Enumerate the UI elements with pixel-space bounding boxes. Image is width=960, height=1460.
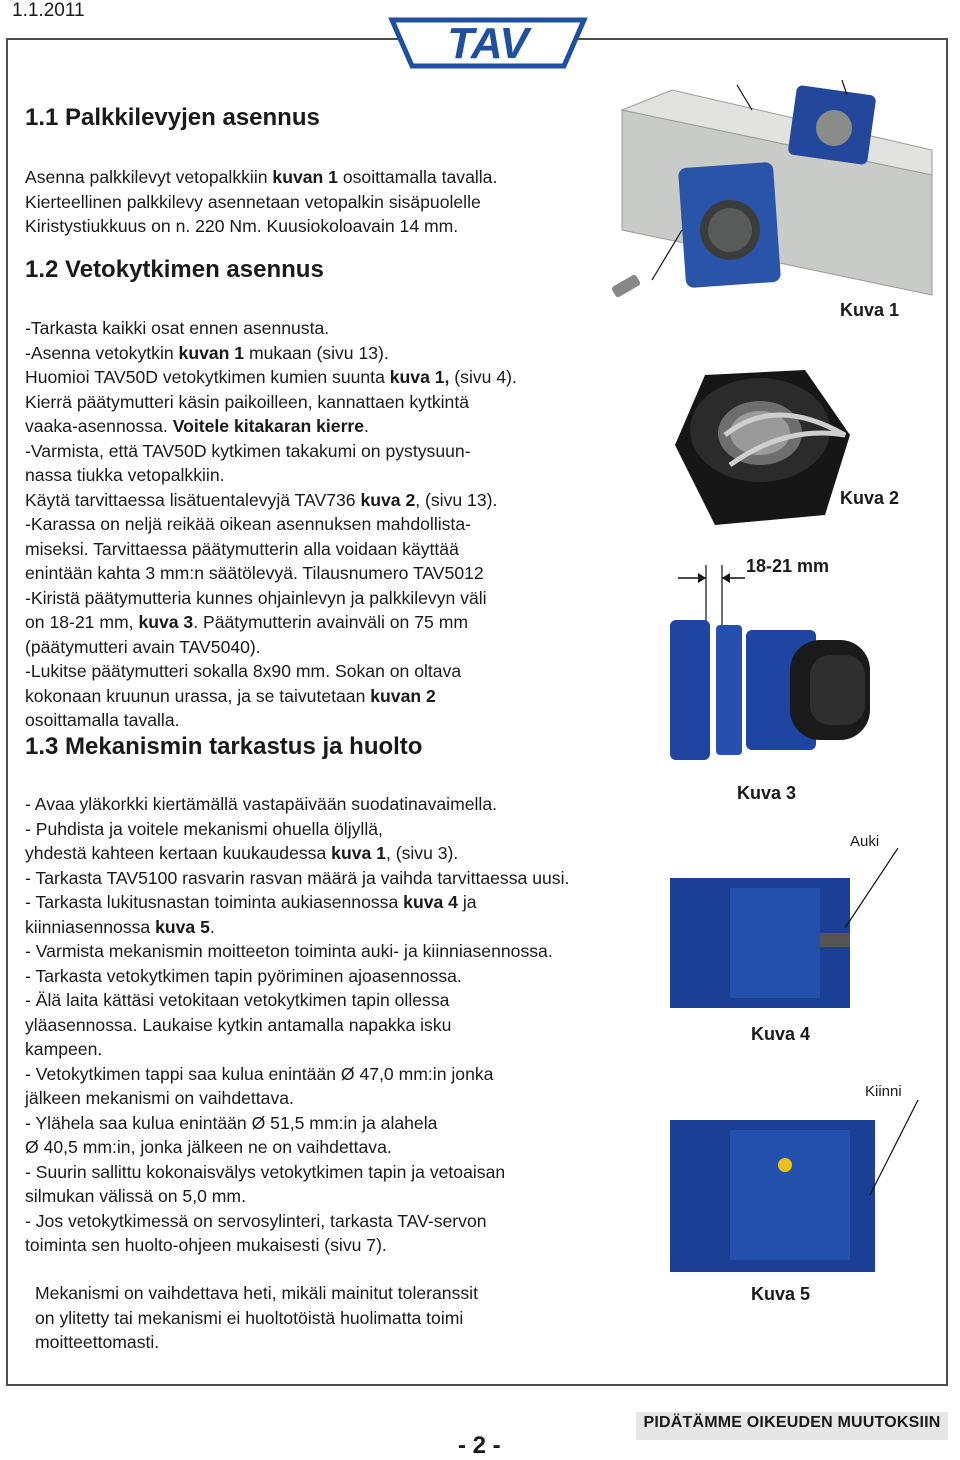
text-line xyxy=(25,165,585,190)
text-segment: toiminta sen huolto-ohjeen mukaisesti (sivu 7). xyxy=(25,1235,387,1255)
text-line xyxy=(25,316,595,341)
text-segment: , (sivu 3). xyxy=(385,843,459,863)
text-segment: - Vetokytkimen tappi saa kulua enintään Ø 47,0 mm:in jonka xyxy=(25,1063,494,1084)
bold-reference: kuvan 2 xyxy=(370,685,436,706)
svg-text:TAV: TAV xyxy=(447,19,529,68)
text-line xyxy=(25,964,675,989)
text-segment: - Puhdista ja voitele mekanismi ohuella öljyllä, xyxy=(25,818,383,839)
text-segment: Ø 40,5 mm:in, jonka jälkeen ne on vaihdettava. xyxy=(25,1137,392,1157)
text-segment: on 18-21 mm, xyxy=(25,612,139,632)
text-line xyxy=(25,635,595,660)
tav-logo xyxy=(388,6,588,70)
text-segment: osoittamalla tavalla. xyxy=(337,167,498,187)
text-segment: -Varmista, että TAV50D kytkimen takakumi on pystysuun- xyxy=(25,440,471,461)
text-segment: - Tarkasta TAV5100 rasvarin rasvan määrä ja vaihda tarvittaessa uusi. xyxy=(25,867,570,888)
text-segment: osoittamalla tavalla. xyxy=(25,710,180,730)
figure-2-caption: Kuva 2 xyxy=(840,488,900,508)
text-line xyxy=(25,817,675,842)
text-segment: kampeen. xyxy=(25,1039,103,1059)
section-2-title: 1.2 Vetokytkimen asennus xyxy=(25,256,324,283)
text-segment: , (sivu 13). xyxy=(415,489,498,510)
figure-4-label-auki: Auki xyxy=(850,833,880,850)
document-date: 1.1.2011 xyxy=(12,0,85,21)
text-line xyxy=(25,708,595,733)
text-segment: Käytä tarvittaessa lisätuentalevyjä TAV736 xyxy=(25,489,361,510)
text-line xyxy=(25,439,595,464)
figure-5-caption: Kuva 5 xyxy=(751,1284,811,1304)
text-line: Mekanismi on vaihdettava heti, mikäli mainitut toleranssit xyxy=(35,1283,478,1303)
text-segment: jälkeen mekanismi on vaihdettava. xyxy=(25,1088,294,1108)
figure-1-beam-plates xyxy=(612,80,942,320)
text-line xyxy=(25,561,595,586)
text-line xyxy=(25,390,595,415)
text-line xyxy=(25,537,595,562)
text-line xyxy=(25,463,595,488)
text-line xyxy=(25,1062,675,1087)
text-segment: . xyxy=(364,416,369,436)
text-line xyxy=(25,1086,675,1111)
figure-4-caption: Kuva 4 xyxy=(751,1024,811,1044)
text-segment: (sivu 4). xyxy=(449,367,517,387)
section-1-text xyxy=(25,165,585,239)
section-2-list xyxy=(25,316,595,733)
text-line: on ylitetty tai mekanismi ei huoltotöistä huolimatta toimi xyxy=(35,1307,464,1328)
bold-reference: kuva 3 xyxy=(138,612,194,632)
text-line xyxy=(25,988,675,1013)
text-segment: miseksi. Tarvittaessa päätymutterin alla voidaan käyttää xyxy=(25,538,459,559)
text-line xyxy=(25,1111,675,1136)
figure-1-caption: Kuva 1 xyxy=(840,300,900,320)
text-line xyxy=(25,190,585,215)
text-line xyxy=(25,1209,675,1234)
text-segment: - Jos vetokytkimessä on servosylinteri, tarkasta TAV-servon xyxy=(25,1210,487,1231)
text-segment: kokonaan kruunun urassa, ja se taivutetaan xyxy=(25,685,371,706)
bold-reference: kuvan 1 xyxy=(178,342,245,363)
text-segment: Kierrä päätymutteri käsin paikoilleen, kannattaen kytkintä xyxy=(25,391,469,412)
text-segment: - Ylähela saa kulua enintään Ø 51,5 mm:in ja alahela xyxy=(25,1112,438,1133)
text-segment: vaaka-asennossa. xyxy=(25,416,173,436)
text-line xyxy=(25,341,595,366)
figure-2-castle-nut xyxy=(655,355,865,530)
text-line xyxy=(25,488,595,513)
text-segment: ja xyxy=(457,892,477,912)
figure-3-distance xyxy=(670,560,890,765)
text-line xyxy=(25,1184,675,1209)
text-line xyxy=(25,890,675,915)
text-segment: - Suurin sallittu kokonaisvälys vetokytkimen tapin ja vetoaisan xyxy=(25,1161,506,1182)
text-segment: - Tarkasta vetokytkimen tapin pyöriminen ajoasennossa. xyxy=(25,965,462,986)
figure-4-open-position xyxy=(670,848,932,1008)
text-segment: . xyxy=(209,916,215,937)
text-line xyxy=(25,512,595,537)
text-line xyxy=(25,866,675,891)
text-segment: . Päätymutterin avainväli on 75 mm xyxy=(193,612,469,632)
text-line xyxy=(25,1135,675,1160)
bold-reference: kuva 4 xyxy=(403,892,458,912)
section-3-list xyxy=(25,792,675,1258)
text-line xyxy=(25,792,675,817)
text-line xyxy=(25,214,585,239)
bold-reference: kuvan 1 xyxy=(272,167,338,187)
text-line xyxy=(25,1233,675,1258)
text-segment: Asenna palkkilevyt vetopalkkiin xyxy=(25,167,273,187)
dimension-label: 18-21 mm xyxy=(746,556,830,576)
text-segment: - Varmista mekanismin moitteeton toiminta auki- ja kiinniasennossa. xyxy=(25,941,553,961)
text-segment: silmukan välissä on 5,0 mm. xyxy=(25,1186,246,1206)
text-segment: kiinniasennossa xyxy=(25,916,156,937)
text-segment: -Tarkasta kaikki osat ennen asennusta. xyxy=(25,318,330,338)
bold-reference: Voitele kitakaran kierre xyxy=(172,416,365,436)
text-segment: mukaan (sivu 13). xyxy=(244,342,389,363)
text-line xyxy=(25,586,595,611)
bold-reference: kuva 1, xyxy=(389,367,450,387)
text-segment: nassa tiukka vetopalkkiin. xyxy=(25,465,225,485)
text-line xyxy=(25,414,595,439)
text-line xyxy=(25,659,595,684)
footer-notice: PIDÄTÄMME OIKEUDEN MUUTOKSIIN xyxy=(643,1414,941,1431)
text-line xyxy=(25,610,595,635)
text-segment: Kierteellinen palkkilevy asennetaan vetopalkin sisäpuolelle xyxy=(25,191,481,212)
text-line xyxy=(25,939,675,964)
text-segment: -Lukitse päätymutteri sokalla 8x90 mm. Sokan on oltava xyxy=(25,661,462,681)
text-segment: - Avaa yläkorkki kiertämällä vastapäivään suodatinavaimella. xyxy=(25,794,498,814)
bold-reference: kuva 2 xyxy=(360,489,416,510)
section-3-title: 1.3 Mekanismin tarkastus ja huolto xyxy=(25,733,423,760)
text-segment: Huomioi TAV50D vetokytkimen kumien suunta xyxy=(25,367,390,387)
final-note xyxy=(35,1281,595,1355)
figure-5-label-kiinni: Kiinni xyxy=(865,1083,902,1100)
figure-5-closed-position xyxy=(670,1100,932,1272)
page-number: - 2 - xyxy=(458,1432,501,1459)
text-segment: Kiristystiukkuus on n. 220 Nm. Kuusiokoloavain 14 mm. xyxy=(25,216,459,236)
text-segment: - Tarkasta lukitusnastan toiminta aukiasennossa xyxy=(25,892,404,912)
text-line xyxy=(25,841,675,866)
text-segment: yhdestä kahteen kertaan kuukaudessa xyxy=(25,843,332,863)
text-line xyxy=(25,1160,675,1185)
text-segment: -Kiristä päätymutteria kunnes ohjainlevyn ja palkkilevyn väli xyxy=(25,587,487,608)
bold-reference: kuva 5 xyxy=(155,916,210,937)
text-line xyxy=(25,915,675,940)
text-line xyxy=(25,684,595,709)
text-line xyxy=(25,365,595,390)
text-line xyxy=(25,1037,675,1062)
text-segment: (päätymutteri avain TAV5040). xyxy=(25,636,261,657)
text-segment: enintään kahta 3 mm:n säätölevyä. Tilausnumero TAV5012 xyxy=(25,563,484,583)
text-line xyxy=(25,1013,675,1038)
text-segment: yläasennossa. Laukaise kytkin antamalla napakka isku xyxy=(25,1014,452,1035)
text-line: moitteettomasti. xyxy=(35,1332,160,1352)
bold-reference: kuva 1 xyxy=(331,843,386,863)
text-segment: - Älä laita kättäsi vetokitaan vetokytkimen tapin ollessa xyxy=(25,990,450,1010)
figure-3-caption: Kuva 3 xyxy=(737,783,797,803)
text-segment: -Asenna vetokytkin xyxy=(25,342,179,363)
section-1-title: 1.1 Palkkilevyjen asennus xyxy=(25,104,320,131)
text-segment: -Karassa on neljä reikää oikean asennuksen mahdollista- xyxy=(25,514,471,534)
